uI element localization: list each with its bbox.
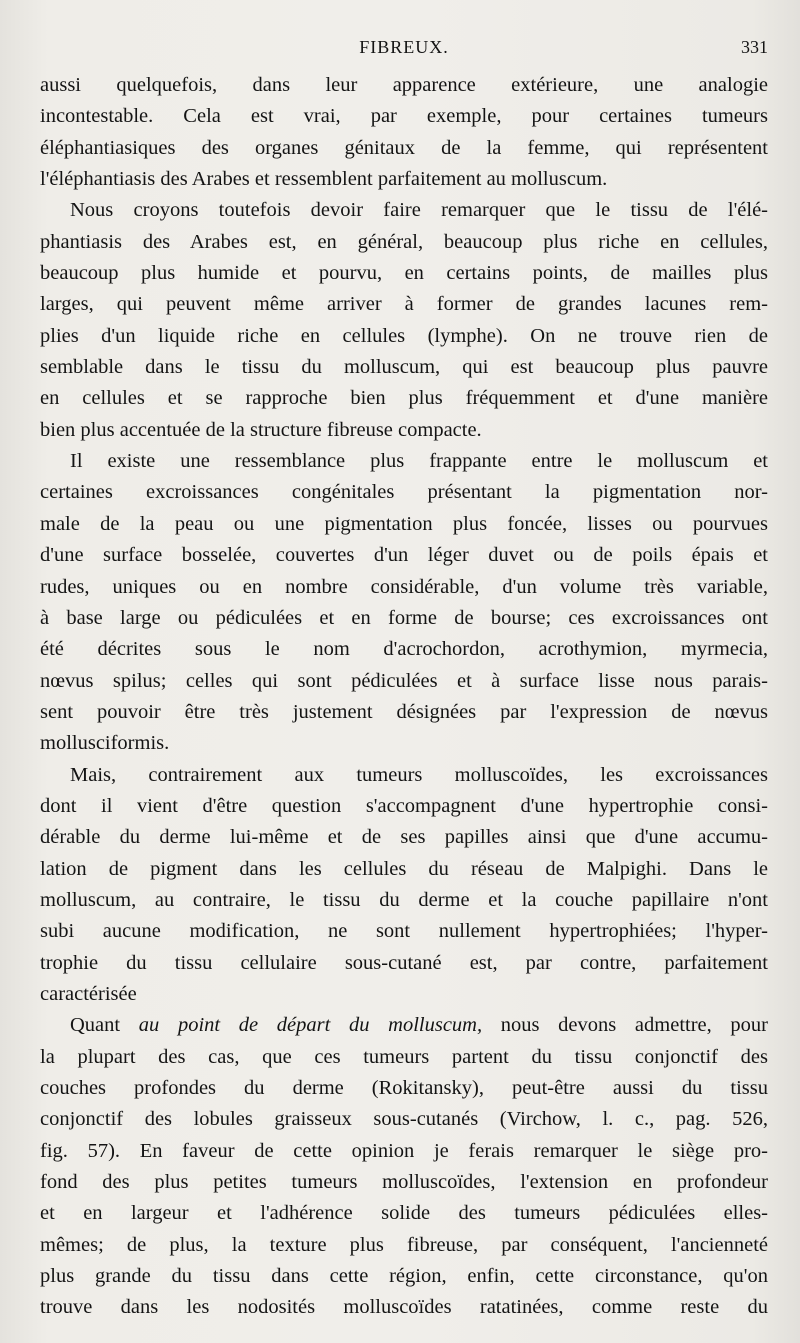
- text-line: été décrites sous le nom d'acrochordon, acrothymion, myrmecia,: [40, 638, 768, 661]
- italic-phrase: au point de départ du molluscum,: [138, 1014, 483, 1037]
- text-line: et en largeur et l'adhérence solide des tumeurs pédiculées elles-: [40, 1202, 768, 1225]
- text-line: Il existe une ressemblance plus frappante entre le molluscum et: [70, 450, 768, 473]
- running-title: FIBREUX.: [359, 37, 449, 57]
- text-line: la plupart des cas, que ces tumeurs partent du tissu conjonctif des: [40, 1045, 768, 1068]
- text-line: mêmes; de plus, la texture plus fibreuse, par conséquent, l'ancienneté: [40, 1233, 768, 1256]
- text-line: mollusciformis.: [40, 732, 170, 755]
- text-line: rudes, uniques ou en nombre considérable, d'un volume très variable,: [40, 575, 768, 598]
- text-line: caractérisée: [40, 982, 137, 1005]
- text-line: plies d'un liquide riche en cellules (lymphe). On ne trouve rien de: [40, 324, 768, 347]
- text-line: fond des plus petites tumeurs molluscoïdes, l'extension en profondeur: [40, 1171, 768, 1194]
- text-line: trophie du tissu cellulaire sous-cutané est, par contre, parfaitement: [40, 951, 768, 974]
- text-line: sent pouvoir être très justement désignées par l'expression de nœvus: [40, 700, 768, 723]
- body-text: [40, 70, 768, 1324]
- text-line: l'éléphantiasis des Arabes et ressemblent parfaitement au molluscum.: [40, 168, 608, 191]
- text-line: en cellules et se rapproche bien plus fréquemment et d'une manière: [40, 387, 768, 410]
- text-line: molluscum, au contraire, le tissu du derme et la couche papillaire n'ont: [40, 888, 768, 911]
- text-line: incontestable. Cela est vrai, par exemple, pour certaines tumeurs: [40, 105, 768, 128]
- text-line: phantiasis des Arabes est, en général, beaucoup plus riche en cellules,: [40, 230, 768, 253]
- text-line: conjonctif des lobules graisseux sous-cutanés (Virchow, l. c., pag. 526,: [40, 1108, 768, 1131]
- page-number: 331: [741, 37, 768, 57]
- text-line: lation de pigment dans les cellules du réseau de Malpighi. Dans le: [40, 857, 768, 880]
- text-line: male de la peau ou une pigmentation plus foncée, lisses ou pourvues: [40, 512, 768, 535]
- text-line: plus grande du tissu dans cette région, enfin, cette circonstance, qu'on: [40, 1265, 768, 1288]
- text-line: couches profondes du derme (Rokitansky), peut-être aussi du tissu: [40, 1077, 768, 1099]
- text-line: bien plus accentuée de la structure fibreuse compacte.: [40, 418, 482, 441]
- text-line: à base large ou pédiculées et en forme de bourse; ces excroissances ont: [40, 606, 768, 629]
- text-line: larges, qui peuvent même arriver à former de grandes lacunes rem-: [40, 293, 768, 316]
- text-line: Mais, contrairement aux tumeurs molluscoïdes, les excroissances: [70, 763, 768, 786]
- text-line: dont il vient d'être question s'accompagnent d'une hypertrophie consi-: [40, 794, 768, 817]
- text-line: aussi quelquefois, dans leur apparence extérieure, une analogie: [40, 74, 768, 96]
- text-line-italic-start: Quant au point de départ du molluscum, nous devons admettre, pour: [70, 1014, 769, 1037]
- text-line: Nous croyons toutefois devoir faire remarquer que le tissu de l'élé-: [70, 199, 768, 222]
- text-line: certaines excroissances congénitales présentant la pigmentation nor-: [40, 481, 768, 504]
- text-line: trouve dans les nodosités molluscoïdes ratatinées, comme reste du: [40, 1296, 768, 1319]
- text-line: fig. 57). En faveur de cette opinion je ferais remarquer le siège pro-: [40, 1139, 768, 1162]
- text-line: semblable dans le tissu du molluscum, qui est beaucoup plus pauvre: [40, 356, 768, 379]
- running-header: [40, 37, 768, 65]
- text-line: nœvus spilus; celles qui sont pédiculées et à surface lisse nous parais-: [40, 669, 768, 692]
- text-line: éléphantiasiques des organes génitaux de la femme, qui représentent: [40, 136, 768, 159]
- text-line: dérable du derme lui-même et de ses papilles ainsi que d'une accumu-: [40, 826, 768, 849]
- text-line: subi aucune modification, ne sont nullement hypertrophiées; l'hyper-: [40, 920, 768, 943]
- text-line: beaucoup plus humide et pourvu, en certains points, de mailles plus: [40, 262, 768, 285]
- text-line: d'une surface bosselée, couvertes d'un léger duvet ou de poils épais et: [40, 544, 768, 567]
